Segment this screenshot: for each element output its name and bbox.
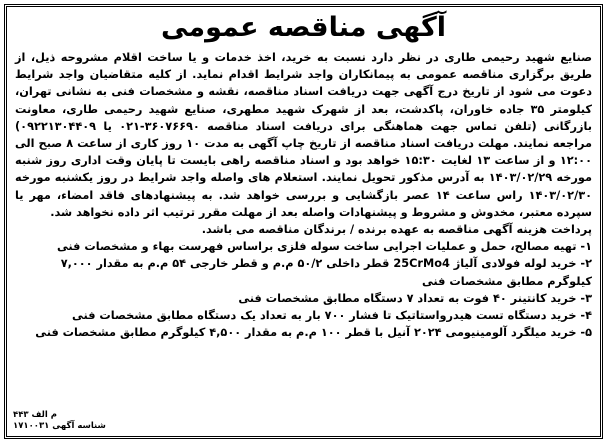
list-item: ۵- خرید میلگرد آلومینیومی ۲۰۲۴ آنیل با قطر ۱۰۰ م.م به مقدار ۴,۵۰۰ کیلوگرم مطابق مشخصات فنی <box>35 326 592 340</box>
list-item: ۱- تهیه مصالح، حمل و عملیات اجرایی ساخت سوله فلزی براساس فهرست بهاء و مشخصات فنی <box>57 240 592 254</box>
notice-frame <box>4 4 603 439</box>
cost-line: پرداخت هزینه آگهی مناقصه به عهده برنده / برندگان مناقصه می باشد. <box>201 223 592 237</box>
footer-id: شناسه آگهی ۱۷۱۰۰۳۱ <box>13 421 106 431</box>
notice-paragraph: صنایع شهید رحیمی طاری در نظر دارد نسبت به خرید، اخذ خدمات و یا ساخت اقلام مشروحه ذیل، از طریق برگزاری مناقصه عمومی به پیمانکاران واجد شرایط اقدام نماید. از کلیه متقاضیان واجد شرایط دعوت می شود از تاریخ درج آگهی جهت دریافت اسناد مناقصه، نقشه و مشخصات فنی به نشانی تهران، کیلومتر ۳۵ جاده خاوران، پاکدشت، بعد از شهرک شهید مطهری، صنایع شهید رحیمی طاری، معاونت بازرگانی (تلفن تماس جهت هماهنگی برای دریافت اسناد مناقصه ۳۶۰۷۶۶۹۰-۰۲۱ یا ۰۹۲۲۱۳۰۴۴۰۹) مراجعه نمایند. مهلت دریافت اسناد مناقصه از تاریخ چاپ آگهی به مدت ۱۰ روز کاری از ساعت ۸ صبح الی ۱۲:۰۰ و از ساعت ۱۳ لغایت ۱۵:۳۰ خواهد بود و اسناد مناقصه راهی بایست تا پایان وقت اداری روز شنبه مورخه ۱۴۰۳/۰۲/۲۹ به آدرس مذکور تحویل نمایند. استعلام های واصله واجد شرایط در روز یکشنبه مورخه ۱۴۰۳/۰۲/۳۰ راس ساعت ۱۴ عصر بازگشایی و بررسی خواهد شد. به پیشنهادهای فاقد امضاء، مهر یا سپرده معتبر، مخدوش و مشروط و پیشنهادات واصله بعد از مهلت مقرر ترتیب اثر داده نخواهد شد. <box>15 51 592 219</box>
notice-body <box>7 49 600 221</box>
notice-items <box>7 221 600 341</box>
list-item: ۴- خرید دستگاه تست هیدرواستاتیک تا فشار ۷۰۰ بار به تعداد یک دستگاه مطابق مشخصات فنی <box>72 309 592 323</box>
notice-footer <box>13 410 106 432</box>
notice-title: آگهی مناقصه عمومی <box>161 12 446 43</box>
list-item: ۲- خرید لوله فولادی آلیاژ 25CrMo4 قطر داخلی ۵۰/۲ م.م و قطر خارجی ۵۴ م.م به مقدار ۷,۰۰۰ کیلوگرم مطابق مشخصات فنی <box>60 257 592 288</box>
footer-code: م الف ۴۴۳ <box>13 410 57 420</box>
list-item: ۳- خرید کانتینر ۴۰ فوت به تعداد ۷ دستگاه مطابق مشخصات فنی <box>238 291 592 305</box>
